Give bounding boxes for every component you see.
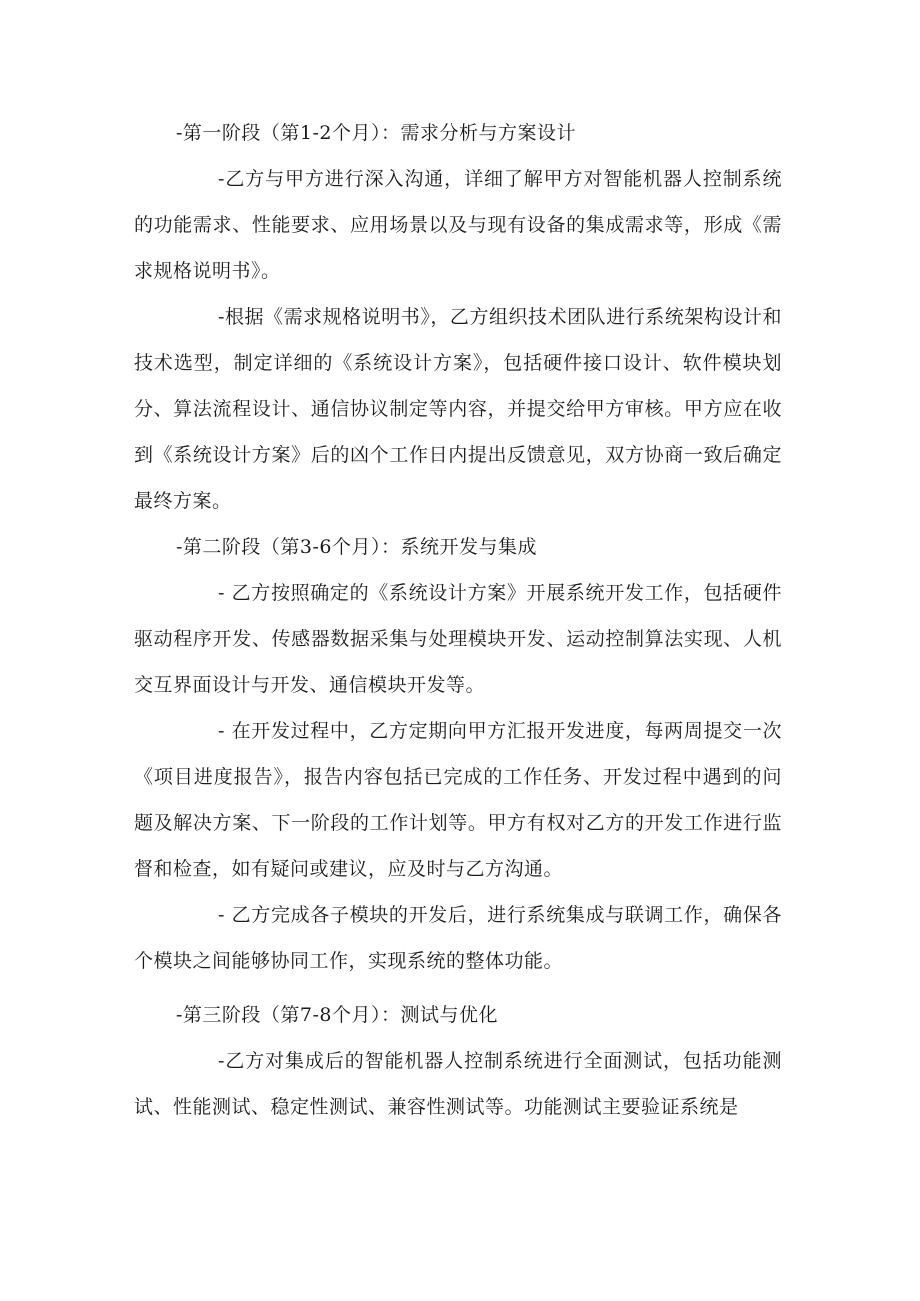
section-heading-phase-3: -第三阶段（第7-8个月）：测试与优化 (176, 1004, 499, 1026)
section-heading-phase-2: -第二阶段（第3-6个月）：系统开发与集成 (176, 536, 538, 558)
body-paragraph: -乙方与甲方进行深入沟通，详细了解甲方对智能机器人控制系统的功能需求、性能要求、应用场景以及与现有设备的集成需求等，形成《需求规格说明书》。 (134, 168, 782, 282)
body-paragraph: - 在开发过程中，乙方定期向甲方汇报开发进度，每两周提交一次《项目进度报告》，报告内容包括已完成的工作任务、开发过程中遇到的问题及解决方案、下一阶段的工作计划等。甲方有权对乙方的开发工作进行监督和检查，如有疑问或建议，应及时与乙方沟通。 (134, 720, 782, 880)
document-body (134, 110, 782, 1130)
body-paragraph: - 乙方完成各子模块的开发后，进行系统集成与联调工作，确保各个模块之间能够协同工作，实现系统的整体功能。 (134, 904, 782, 972)
body-paragraph: -乙方对集成后的智能机器人控制系统进行全面测试，包括功能测试、性能测试、稳定性测试、兼容性测试等。功能测试主要验证系统是 (134, 1050, 782, 1118)
body-paragraph: -根据《需求规格说明书》，乙方组织技术团队进行系统架构设计和技术选型，制定详细的《系统设计方案》，包括硬件接口设计、软件模块划分、算法流程设计、通信协议制定等内容，并提交给甲方审核。甲方应在收到《系统设计方案》后的凶个工作日内提出反馈意见，双方协商一致后确定最终方案。 (134, 306, 782, 512)
section-heading-phase-1: -第一阶段（第1-2个月）：需求分析与方案设计 (176, 122, 577, 144)
body-paragraph: - 乙方按照确定的《系统设计方案》开展系统开发工作，包括硬件驱动程序开发、传感器数据采集与处理模块开发、运动控制算法实现、人机交互界面设计与开发、通信模块开发等。 (134, 582, 782, 696)
